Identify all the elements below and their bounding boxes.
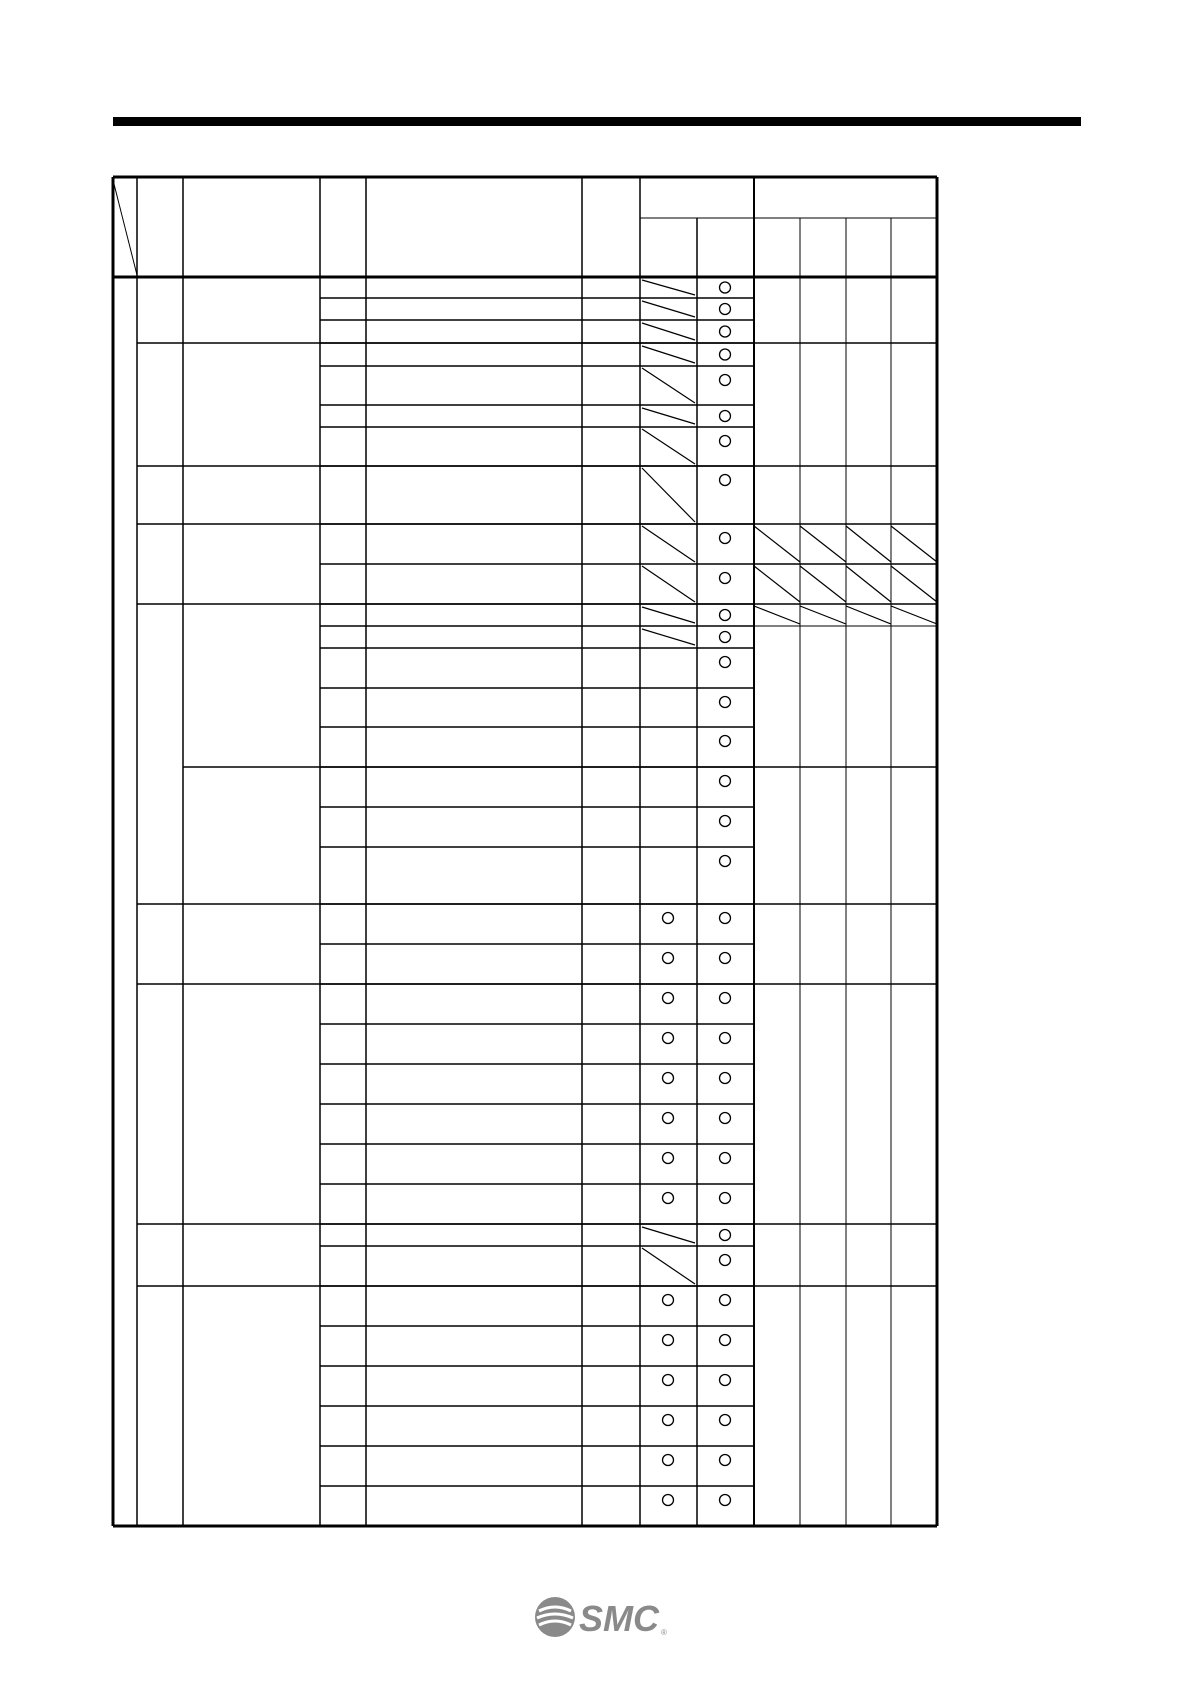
smc-logo: [533, 1593, 673, 1641]
cell-slash: [642, 468, 695, 522]
supported-mark-circle: [663, 1415, 674, 1426]
supported-mark-circle: [720, 1113, 731, 1124]
supported-mark-circle: [720, 436, 731, 447]
cell-slash: [846, 566, 891, 602]
cell-slash: [642, 323, 695, 340]
supported-mark-circle: [720, 776, 731, 787]
supported-mark-circle: [720, 1295, 731, 1306]
supported-mark-circle: [720, 1415, 731, 1426]
supported-mark-circle: [720, 1455, 731, 1466]
cell-slash: [642, 408, 695, 424]
supported-mark-circle: [663, 953, 674, 964]
supported-mark-circle: [720, 1033, 731, 1044]
supported-mark-circle: [720, 1230, 731, 1241]
supported-mark-circle: [663, 1193, 674, 1204]
supported-mark-circle: [720, 953, 731, 964]
supported-mark-circle: [720, 573, 731, 584]
cell-slash: [642, 429, 695, 464]
supported-mark-circle: [720, 1335, 731, 1346]
cell-slash: [800, 526, 846, 562]
supported-mark-circle: [720, 657, 731, 668]
cell-slash: [642, 368, 695, 403]
supported-mark-circle: [720, 349, 731, 360]
header-corner-diagonal: [113, 180, 137, 275]
supported-mark-circle: [720, 816, 731, 827]
cell-slash: [846, 606, 891, 624]
supported-mark-circle: [720, 304, 731, 315]
cell-slash: [642, 607, 695, 623]
supported-mark-circle: [720, 326, 731, 337]
cell-slash: [800, 566, 846, 602]
cell-slash: [642, 526, 695, 562]
supported-mark-circle: [720, 632, 731, 643]
cell-slash: [642, 629, 695, 645]
supported-mark-circle: [663, 1153, 674, 1164]
supported-mark-circle: [720, 533, 731, 544]
supported-mark-circle: [663, 1113, 674, 1124]
supported-mark-circle: [720, 1153, 731, 1164]
supported-mark-circle: [663, 1033, 674, 1044]
supported-mark-circle: [663, 913, 674, 924]
supported-mark-circle: [663, 1073, 674, 1084]
cell-slash: [891, 606, 937, 624]
registered-mark: ®: [661, 1628, 667, 1637]
cell-slash: [642, 280, 695, 295]
cell-slash: [891, 526, 937, 562]
cell-slash: [800, 606, 846, 624]
supported-mark-circle: [720, 993, 731, 1004]
cell-slash: [754, 606, 800, 624]
supported-mark-circle: [663, 1335, 674, 1346]
supported-mark-circle: [720, 375, 731, 386]
supported-mark-circle: [720, 1193, 731, 1204]
cell-slash: [846, 526, 891, 562]
supported-mark-circle: [720, 856, 731, 867]
supported-mark-circle: [720, 913, 731, 924]
cell-slash: [754, 566, 800, 602]
cell-slash: [642, 1248, 695, 1284]
smc-swirl-icon: [535, 1597, 575, 1637]
supported-mark-circle: [720, 1375, 731, 1386]
cell-slash: [754, 526, 800, 562]
supported-mark-circle: [720, 1255, 731, 1266]
supported-mark-circle: [720, 475, 731, 486]
cell-slash: [891, 566, 937, 602]
supported-mark-circle: [663, 1375, 674, 1386]
cell-slash: [642, 301, 695, 317]
supported-mark-circle: [663, 1455, 674, 1466]
cell-slash: [642, 1227, 695, 1243]
supported-mark-circle: [720, 610, 731, 621]
cell-slash: [642, 566, 695, 602]
cell-slash: [642, 346, 695, 363]
supported-mark-circle: [720, 282, 731, 293]
supported-mark-circle: [720, 1495, 731, 1506]
supported-mark-circle: [663, 1295, 674, 1306]
smc-brand-text: SMC: [579, 1598, 659, 1639]
supported-mark-circle: [720, 697, 731, 708]
supported-mark-circle: [720, 411, 731, 422]
supported-mark-circle: [720, 736, 731, 747]
supported-mark-circle: [663, 1495, 674, 1506]
supported-mark-circle: [720, 1073, 731, 1084]
supported-mark-circle: [663, 993, 674, 1004]
